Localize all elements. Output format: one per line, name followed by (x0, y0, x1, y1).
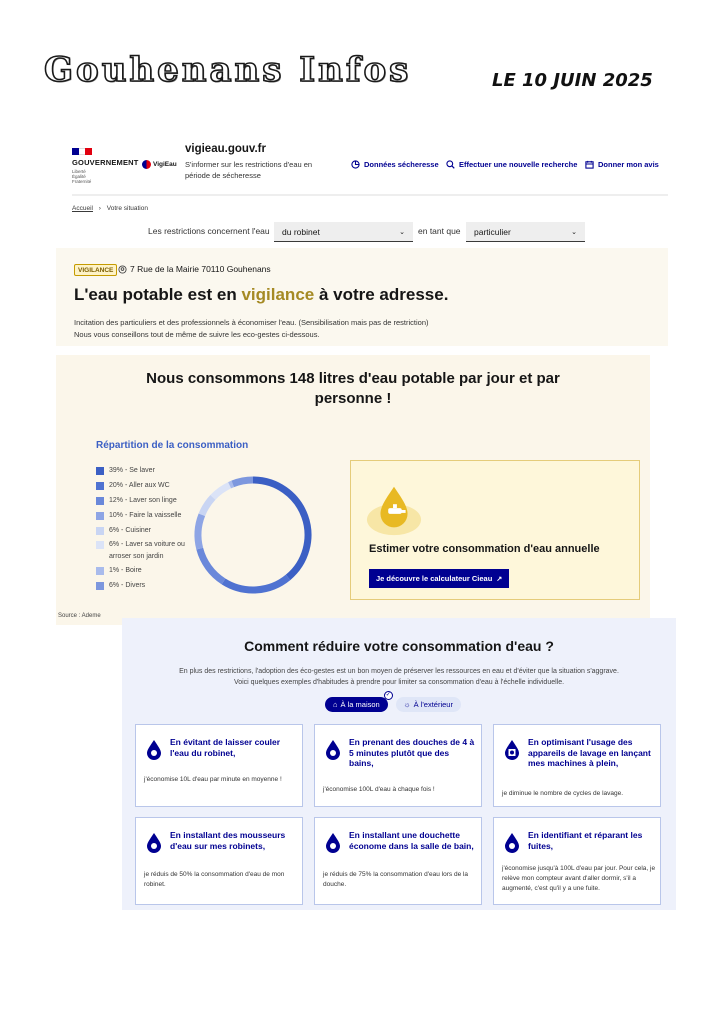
alert-heading-pre: L'eau potable est en (74, 285, 242, 304)
tip-card (314, 724, 482, 807)
legend-item (96, 497, 196, 507)
alert-heading (74, 285, 448, 305)
tip-title: En évitant de laisser couler l'eau du robinet, (170, 737, 281, 758)
sun-icon: ☼ (403, 700, 411, 709)
gov-name: GOUVERNEMENT (72, 158, 139, 167)
tip-text: j'économise 10L d'eau par minute en moyenne ! (144, 776, 282, 783)
external-link-icon: ↗ (496, 575, 503, 583)
tip-title: En installant des mousseurs d'eau sur mes robinets, (170, 830, 286, 851)
link-donner-avis[interactable] (585, 160, 659, 169)
tab-home-label: À la maison (340, 700, 380, 709)
calculator-card (350, 460, 640, 600)
consumption-donut-chart (191, 473, 315, 597)
legend-swatch (96, 512, 104, 520)
donut-slice (202, 497, 213, 514)
tip-text: j'économise 100L d'eau à chaque fois ! (323, 786, 435, 793)
tab-home[interactable] (325, 692, 391, 712)
tip-text: je diminue le nombre de cycles de lavage. (502, 790, 624, 797)
chevron-down-icon: ⌄ (399, 228, 405, 236)
tab-outside-label: À l'extérieur (413, 700, 453, 709)
location-pin-icon (118, 265, 127, 274)
calculator-button[interactable] (369, 569, 509, 588)
address-text: 7 Rue de la Mairie 70110 Gouhenans (130, 264, 271, 274)
alert-desc-line1: Incitation des particuliers et des professionnels à économiser l'eau. (Sensibilisation mais pas de restriction) (74, 318, 429, 327)
vigilance-badge: VIGILANCE (74, 264, 117, 276)
legend-label: 20% - Aller aux WC (109, 481, 170, 489)
site-name[interactable]: vigieau.gouv.fr (185, 143, 266, 155)
filter-label-eau: Les restrictions concernent l'eau (148, 226, 270, 236)
tip-card (314, 817, 482, 905)
tip-title: En prenant des douches de 4 à 5 minutes plutôt que des bains, (349, 737, 475, 769)
repartition-title: Répartition de la consommation (96, 440, 249, 451)
breadcrumb-home[interactable]: Accueil (72, 205, 93, 212)
legend-swatch (96, 467, 104, 475)
legend-swatch (96, 497, 104, 505)
tip-text: j'économise jusqu'à 100L d'eau par jour. Pour cela, je relève mon compteur avant d'aller dormir, s'il a augmenté, c'est qu'il y a une fuite. (502, 865, 656, 893)
select-eau-value: du robinet (282, 226, 320, 237)
alert-desc-line2: Nous vous conseillons tout de même de suivre les eco-gestes ci-dessous. (74, 330, 320, 339)
newsletter-date: LE 10 JUIN 2025 (492, 70, 653, 91)
water-drop-icon (323, 739, 343, 761)
flag-icon (72, 148, 92, 155)
donut-slice (253, 480, 308, 577)
water-drop-icon (323, 832, 343, 854)
legend-label: 6% - Divers (109, 582, 146, 590)
link-donnees-secheresse[interactable] (351, 160, 439, 169)
legend-swatch (96, 567, 104, 575)
vigieau-logo[interactable] (142, 160, 177, 169)
chevron-right-icon: › (98, 205, 101, 212)
donut-slice (213, 485, 230, 497)
calendar-icon (585, 160, 594, 169)
legend-label: 10% - Faire la vaisselle (109, 511, 182, 519)
legend-item (96, 467, 196, 477)
legend-swatch (96, 482, 104, 490)
chart-icon (351, 160, 360, 169)
select-role[interactable] (466, 222, 585, 242)
legend-label: 1% - Boire (109, 567, 142, 575)
water-drop-icon (144, 739, 164, 761)
donut-slice (233, 480, 253, 484)
drop-icon (142, 160, 151, 169)
consumption-section (56, 355, 650, 625)
link-label: Effectuer une nouvelle recherche (459, 160, 578, 169)
legend-item (96, 541, 196, 563)
tip-card (493, 724, 661, 807)
donut-slice (200, 549, 224, 582)
tip-card (135, 724, 303, 807)
reduce-section (122, 618, 676, 910)
location-toggle (325, 692, 461, 712)
filter-label-role: en tant que (418, 226, 461, 236)
washing-machine-icon (502, 739, 522, 761)
vigieau-logo-text: VigiEau (153, 161, 177, 168)
house-icon: ⌂ (333, 700, 338, 709)
tip-card (135, 817, 303, 905)
tip-title: En identifiant et réparant les fuites, (528, 830, 643, 851)
breadcrumb-current: Votre situation (106, 205, 148, 212)
link-label: Données sécheresse (364, 160, 439, 169)
legend-item (96, 527, 196, 537)
link-label: Donner mon avis (598, 160, 659, 169)
reduce-title: Comment réduire votre consommation d'eau ? (244, 638, 554, 654)
legend-label: 39% - Se laver (109, 467, 155, 474)
donut-slice (198, 515, 202, 549)
water-drop-tap-icon (365, 481, 423, 539)
search-icon (446, 160, 455, 169)
site-header (72, 140, 668, 196)
tip-title: En optimisant l'usage des appareils de lavage en lançant mes machines à plein, (528, 737, 651, 769)
gov-motto: Liberté Égalité Fraternité (72, 169, 92, 185)
tip-title: En installant une douchette économe dans la salle de bain, (349, 830, 474, 851)
legend-swatch (96, 527, 104, 535)
breadcrumb (72, 205, 148, 212)
site-tagline: S'informer sur les restrictions d'eau en période de sécheresse (185, 160, 313, 181)
consumption-title: Nous consommons 148 litres d'eau potable par jour et par personne ! (146, 370, 560, 408)
legend-label: 6% - Cuisiner (109, 526, 152, 534)
legend-label: 12% - Laver son linge (109, 496, 177, 504)
legend-item (96, 567, 196, 577)
alert-heading-highlight: vigilance (241, 285, 315, 304)
select-role-value: particulier (474, 226, 511, 237)
link-nouvelle-recherche[interactable] (446, 160, 577, 169)
legend-item (96, 582, 196, 592)
tab-outside[interactable] (396, 697, 461, 712)
address (118, 264, 271, 274)
tip-text: je réduis de 75% la consommation d'eau lors de la douche. (323, 871, 469, 889)
consumption-legend (96, 467, 196, 597)
reduce-description: En plus des restrictions, l'adoption des éco-gestes est un bon moyen de préserver les ressources en eau et d'éviter que la situation s'aggrave. Voici quelques exemples d'habitudes à prendre pour limiter sa consommation d'eau à l'échelle individuelle. (179, 668, 619, 687)
select-eau[interactable] (274, 222, 413, 242)
legend-swatch (96, 582, 104, 590)
legend-label: 6% - Laver sa voiture ou arroser son jardin (109, 541, 185, 561)
government-logo[interactable] (72, 148, 139, 185)
legend-swatch (96, 541, 104, 549)
donut-slice (230, 484, 233, 485)
tip-card (493, 817, 661, 905)
legend-item (96, 512, 196, 522)
newsletter-title: Gouhenans Infos (44, 50, 412, 90)
source-note: Source : Ademe (58, 613, 101, 619)
calculator-title: Estimer votre consommation d'eau annuelle (369, 543, 600, 555)
water-drop-icon (144, 832, 164, 854)
alert-section (56, 248, 668, 346)
alert-description (74, 317, 429, 341)
donut-slice (224, 577, 289, 590)
calculator-button-label: Je découvre le calculateur Cieau (376, 574, 493, 583)
water-drop-icon (502, 832, 522, 854)
legend-item (96, 482, 196, 492)
check-icon: ✓ (385, 692, 391, 698)
tip-text: je réduis de 50% la consommation d'eau de mon robinet. (144, 871, 285, 889)
alert-heading-post: à votre adresse. (314, 285, 449, 304)
chevron-down-icon: ⌄ (571, 228, 577, 236)
